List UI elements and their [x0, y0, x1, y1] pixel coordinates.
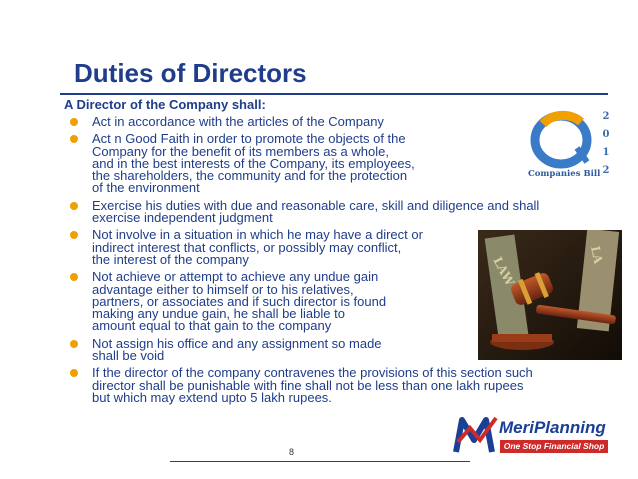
- bullet-line: indirect interest that conflicts, or possibly may conflict,: [92, 239, 402, 255]
- page-marker: 8: [289, 447, 295, 457]
- bullet-line: Not assign his office and any assignment so made: [92, 335, 382, 351]
- meriplanning-name: MeriPlanning: [499, 418, 606, 437]
- list-item: [64, 335, 539, 364]
- bullet-line: but which may extend upto 5 lakh rupees.: [92, 389, 332, 405]
- list-item: [64, 116, 539, 128]
- bullet-line: partners, or associates and if such director is found: [92, 293, 387, 309]
- bullet-line: Not involve in a situation in which he may have a direct or: [92, 227, 423, 243]
- bullet-line: the shareholders, the community and for the protection: [92, 168, 408, 184]
- bullet-line: Act in accordance with the articles of the Company: [92, 114, 384, 129]
- list-item: [64, 133, 539, 194]
- list-item: [64, 229, 539, 266]
- year-digit: 2: [602, 165, 610, 176]
- companies-bill-year: [600, 108, 612, 180]
- bullet-line: shall be void: [92, 348, 165, 364]
- bullet-dot-icon: [70, 273, 78, 281]
- companies-bill-label: Companies Bill: [528, 169, 601, 179]
- list-item: [64, 197, 540, 226]
- bullet-dot-icon: [70, 202, 78, 210]
- bullet-dot-icon: [70, 340, 78, 348]
- gavel-book-text: LA: [587, 244, 606, 265]
- year-digit: 2: [602, 111, 610, 122]
- bullet-line: exercise independent judgment: [92, 210, 273, 226]
- bullet-dot-icon: [70, 118, 78, 126]
- bullet-line: the interest of the company: [92, 251, 249, 267]
- bullet-dot-icon: [70, 369, 78, 377]
- gavel-image-icon: [478, 230, 622, 360]
- list-item: [64, 367, 539, 404]
- bullet-line: advantage either to himself or to his relatives,: [92, 281, 354, 297]
- slide-title: Duties of Directors: [74, 58, 307, 88]
- year-digit: 1: [602, 147, 610, 158]
- bullet-dot-icon: [70, 135, 78, 143]
- bullet-line: Act n Good Faith in order to promote the objects of the: [92, 131, 406, 147]
- bullet-line: If the director of the company contravenes the provisions of this section such: [92, 365, 533, 381]
- bullet-line: of the environment: [92, 180, 200, 196]
- footer-divider: [170, 461, 470, 462]
- bullet-line: Company for the benefit of its members as a whole,: [92, 143, 389, 159]
- bullet-line: director shall be punishable with fine shall not be less than one lakh rupees: [92, 377, 524, 393]
- list-item: [64, 271, 539, 332]
- bullet-line: Not achieve or attempt to achieve any undue gain: [92, 269, 379, 285]
- bullet-dot-icon: [70, 231, 78, 239]
- intro-text: A Director of the Company shall:: [64, 97, 266, 112]
- bullet-line: making any undue gain, he shall be liable to: [92, 306, 345, 322]
- year-digit: 0: [602, 129, 610, 140]
- bullet-line: and in the best interests of the Company, its employees,: [92, 155, 415, 171]
- title-rule: [60, 93, 608, 95]
- bullet-line: Exercise his duties with due and reasonable care, skill and diligence and shall: [92, 197, 540, 213]
- meriplanning-tagline: One Stop Financial Shop: [500, 440, 608, 453]
- duties-list: [64, 116, 539, 409]
- gavel-book-text: LAW: [490, 254, 518, 289]
- bullet-line: amount equal to that gain to the company: [92, 318, 332, 334]
